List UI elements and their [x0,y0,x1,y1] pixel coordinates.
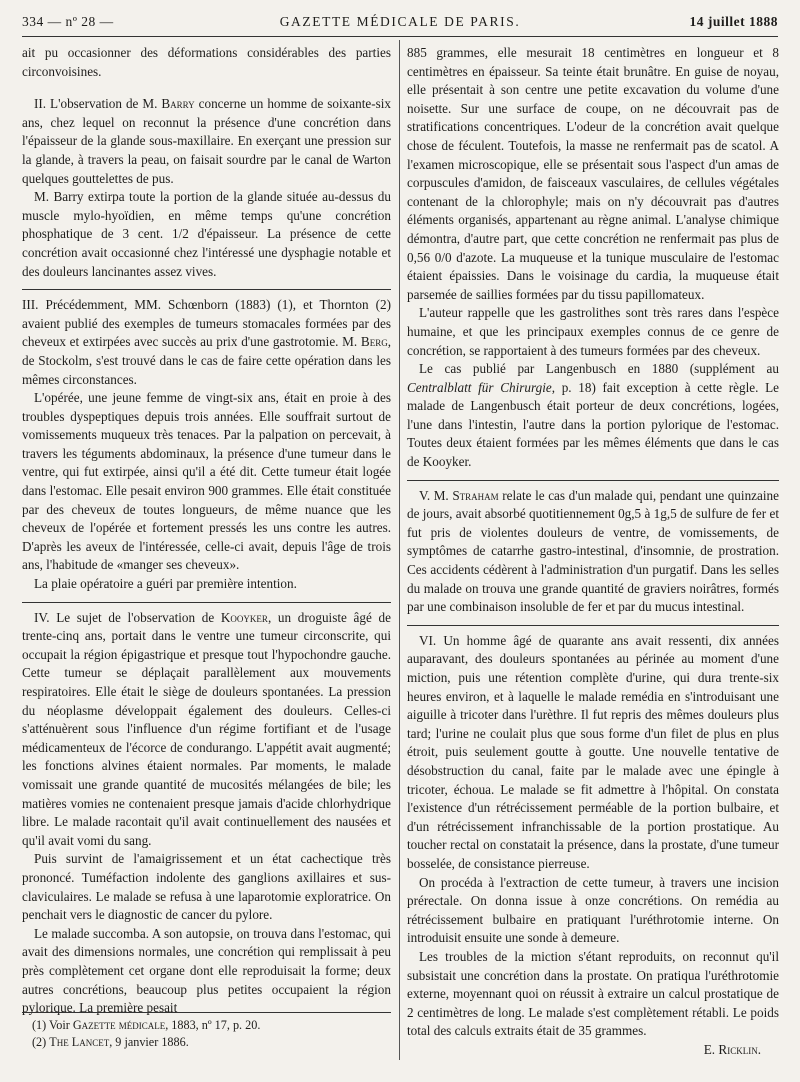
paragraph: Le malade succomba. A son autopsie, on trouva dans l'estomac, qui avait des dimensions normales, une concrétion qui remplissait à peu près complètement cet organe dont elle reproduisait la forme; deux autres concrétions, beaucoup plus petites occupaient la région pylorique. La première pesait [22,925,391,1016]
author-name: Straham [452,487,499,503]
running-head [22,14,778,34]
paragraph: Puis survint de l'amaigrissement et un état cachectique très prononcé. Tuméfaction indolente des ganglions axillaires et sus-claviculaires. Le malade se refusa à une laparotomie exploratrice. On penchait vers le diagnostic de cancer du pylore. [22,851,391,923]
paragraph: La plaie opératoire a guéri par première intention. [34,576,297,592]
paragraph: IV. Le sujet de l'observation de Kooyker, un droguiste âgé de trente-cinq ans, portait dans le ventre une tumeur circonscrite, qui occupait la région épigastrique et presque tout l'hypochondre gauche. Cette tumeur se déplaçait parallèlement aux mouvements respiratoires. Elle était le siège de douleurs spontanées. La pression du néoplasme développait également des douleurs. Celles-ci s'atténuèrent sous l'influence d'un régime fortifiant et de l'usage médicamenteux de l'écorce de condurango. L'appétit avait augmenté; les fonctions alvines étaient normales. Par moments, le malade vomissait une grande quantité de mucosités mélangées de bile; les matières vomies ne contenaient presque jamais d'acide chlorhydrique libre. Le malade racontait qu'il avait continuellement des nausées et qu'il avait vomi du sang. [22,609,391,848]
journal-reference: Centralblatt für Chirurgie [407,379,552,395]
footnote: (1) Voir Gazette médicale, 1883, nº 17, p. 20. [32,1018,261,1032]
paragraph: ait pu occasionner des déformations considérables des parties circonvoisines. [22,45,391,79]
author-name: Kooyker [220,609,268,625]
left-column [22,44,391,1018]
column-divider [399,40,400,1060]
paragraph: On procéda à l'extraction de cette tumeur, à travers une incision prérectale. On donna issue à onze concrétions. On remédia au rétrécissement bulbaire en pratiquant l'uréthrotomie interne. On introduisit ensuite une sonde à demeure. [407,874,779,946]
paragraph: 885 grammes, elle mesurait 18 centimètres en longueur et 8 centimètres en épaisseur. Sa teinte était brunâtre. En guise de noyau, elle présentait à son centre une petite excavation du volume d'une noisette. Sur une surface de coupe, on ne découvrait pas de stratifications concentriques. L'odeur de la concrétion avait quelque chose de féculent. Toutefois, la masse ne renfermait pas de scatol. A l'examen microscopique, elle se présentait sous l'aspect d'un amas de corpuscules d'amidon, de faisceaux vasculaires, de cellules végétales contenant de la chlorophyle; mais on n'y découvrait pas d'autres éléments organisés, appartenant au règne animal. L'analyse chimique démontra, d'autre part, que cette concrétion ne renfermait pas plus de 0,56 0/0 d'azote. La muqueuse et la tunique musculaire de l'estomac étaient épaissies. Dans le voisinage du cardia, la muqueuse était parsemée de saillies formées par du tissu papillomateux. [407,45,779,302]
paragraph: M. Barry extirpa toute la portion de la glande située au-dessus du muscle mylo-hyoïdien, en même temps qu'une concrétion phosphatique de 3 cent. 1/2 d'épaisseur. La présence de cette concrétion avait occasionné chez l'intéressé une dysphagie notable et des douleurs lancinantes assez vives. [22,189,391,279]
paragraph: L'opérée, une jeune femme de vingt-six ans, était en proie à des troubles dyspeptiques depuis trois années. Elle souffrait surtout de vomissements muqueux très tenaces. Par la palpation on percevait, à travers les téguments abdominaux, la présence d'une tumeur dans le ventre, qui fut extirpée, ainsi qu'il a été dit. Cette tumeur était logée dans l'estomac. Elle pesait environ 900 grammes. Elle était constituée par des cheveux de toutes longueurs, de même nuance que les cheveux de l'opérée et fortement pressés les uns contre les autres. D'après les aveux de l'intéressée, celle-ci avait, depuis l'âge de trois ans, l'habitude de «manger ses cheveux». [22,390,391,573]
section-separator [22,602,391,603]
issue-date: 14 juillet 1888 [689,14,778,29]
footnote: (2) The Lancet, 9 janvier 1886. [32,1035,189,1049]
section-separator [407,625,779,626]
author-name: Barry [161,96,195,112]
paragraph: Le cas publié par Langenbusch en 1880 (supplément au Centralblatt für Chirurgie, p. 18) fait exception à cette règle. Le malade de Langenbusch était porteur de deux concrétions, logées, l'une dans l'intestin, l'autre dans la portion pylorique de l'estomac. Toutes deux étaient formées par les mêmes éléments que dans le cas de Kooyker. [407,361,780,470]
paragraph: III. Précédemment, MM. Schœnborn (1883) (1), et Thornton (2) avaient publié des exemples de tumeurs stomacales formées par des cheveux et extirpées avec succès au prix d'une gastrotomie. M. Berg, de Stockolm, s'est trouvé dans le cas de faire cette opération dans les mêmes circonstances. [22,297,391,387]
paragraph: VI. Un homme âgé de quarante ans avait ressenti, dix années auparavant, des douleurs spontanées au périnée au moment d'une miction, puis une rétention complète d'urine, qui dura trente-six heures environ, et à laquelle le malade remédia en s'introduisant une aiguille à tricoter dans l'urèthre. Il fut repris des mêmes douleurs plus tard; l'urine ne coulait plus que sous forme d'un filet de plus en plus étroit, puis seulement goutte à goutte. Une nouvelle tentative de désobstruction du canal, faite par le malade avec une épingle à tricoter, échoua. Le malade se fit admettre à l'hôpital. On constata l'existence d'un rétrécissement perméable de la portion bulbaire, et d'un rétrécissement infranchissable de la portion prostatique. Au toucher rectal on constatait la présence, dans la prostate, d'une tumeur bosselée, de consistance pierreuse. [407,632,779,871]
signature: E. Ricklin. [703,1041,761,1057]
paragraph: II. L'observation de M. Barry concerne un homme de soixante-six ans, chez lequel on reconnut la présence d'une concrétion dans l'épaisseur de la glande sous-maxillaire. En exerçant une pression sur la glande, à travers la peau, on faisait sourdre par le canal de Warton quelques gouttelettes de pus. [22,96,391,186]
section-separator [407,480,779,481]
journal-title: GAZETTE MÉDICALE DE PARIS. [279,14,521,29]
footnote-rule [22,1012,391,1013]
footnotes [22,1012,391,1051]
header-rule [22,36,778,37]
paragraph: V. M. Straham relate le cas d'un malade qui, pendant une quinzaine de jours, avait absorbé quotitiennement 0g,5 à 1g,5 de sulfure de fer et fut pris de violentes douleurs de ventre, de vomissements, de symptômes de catarrhe gastro-intestinal, d'insomnie, de prostration. Ces accidents cédèrent à l'administration d'un purgatif. Dans les selles du malade on trouva une grande quantité de graviers noirâtres, formés par une combinaison insoluble de fer et par du mucus intestinal. [407,487,779,615]
page-number: 334 — nº 28 — [22,14,114,29]
author-name: Berg [360,334,388,350]
paragraph: Les troubles de la miction s'étant reproduits, on reconnut qu'il subsistait une concrétion dans la prostate. On pratiqua l'uréthrotomie externe, moyennant quoi on réussit à extraire un calcul prostatique de 2 centimètres de long. Le malade s'est complètement rétabli. Le poids total des calculs extraits était de 35 grammes. [407,948,779,1039]
paragraph: L'auteur rappelle que les gastrolithes sont très rares dans l'espèce humaine, et que les principaux exemples connus de ce genre de concrétion, se rapportaient à des tumeurs formées par des cheveux. [407,305,779,358]
section-separator [22,289,391,290]
right-column [407,44,779,1059]
